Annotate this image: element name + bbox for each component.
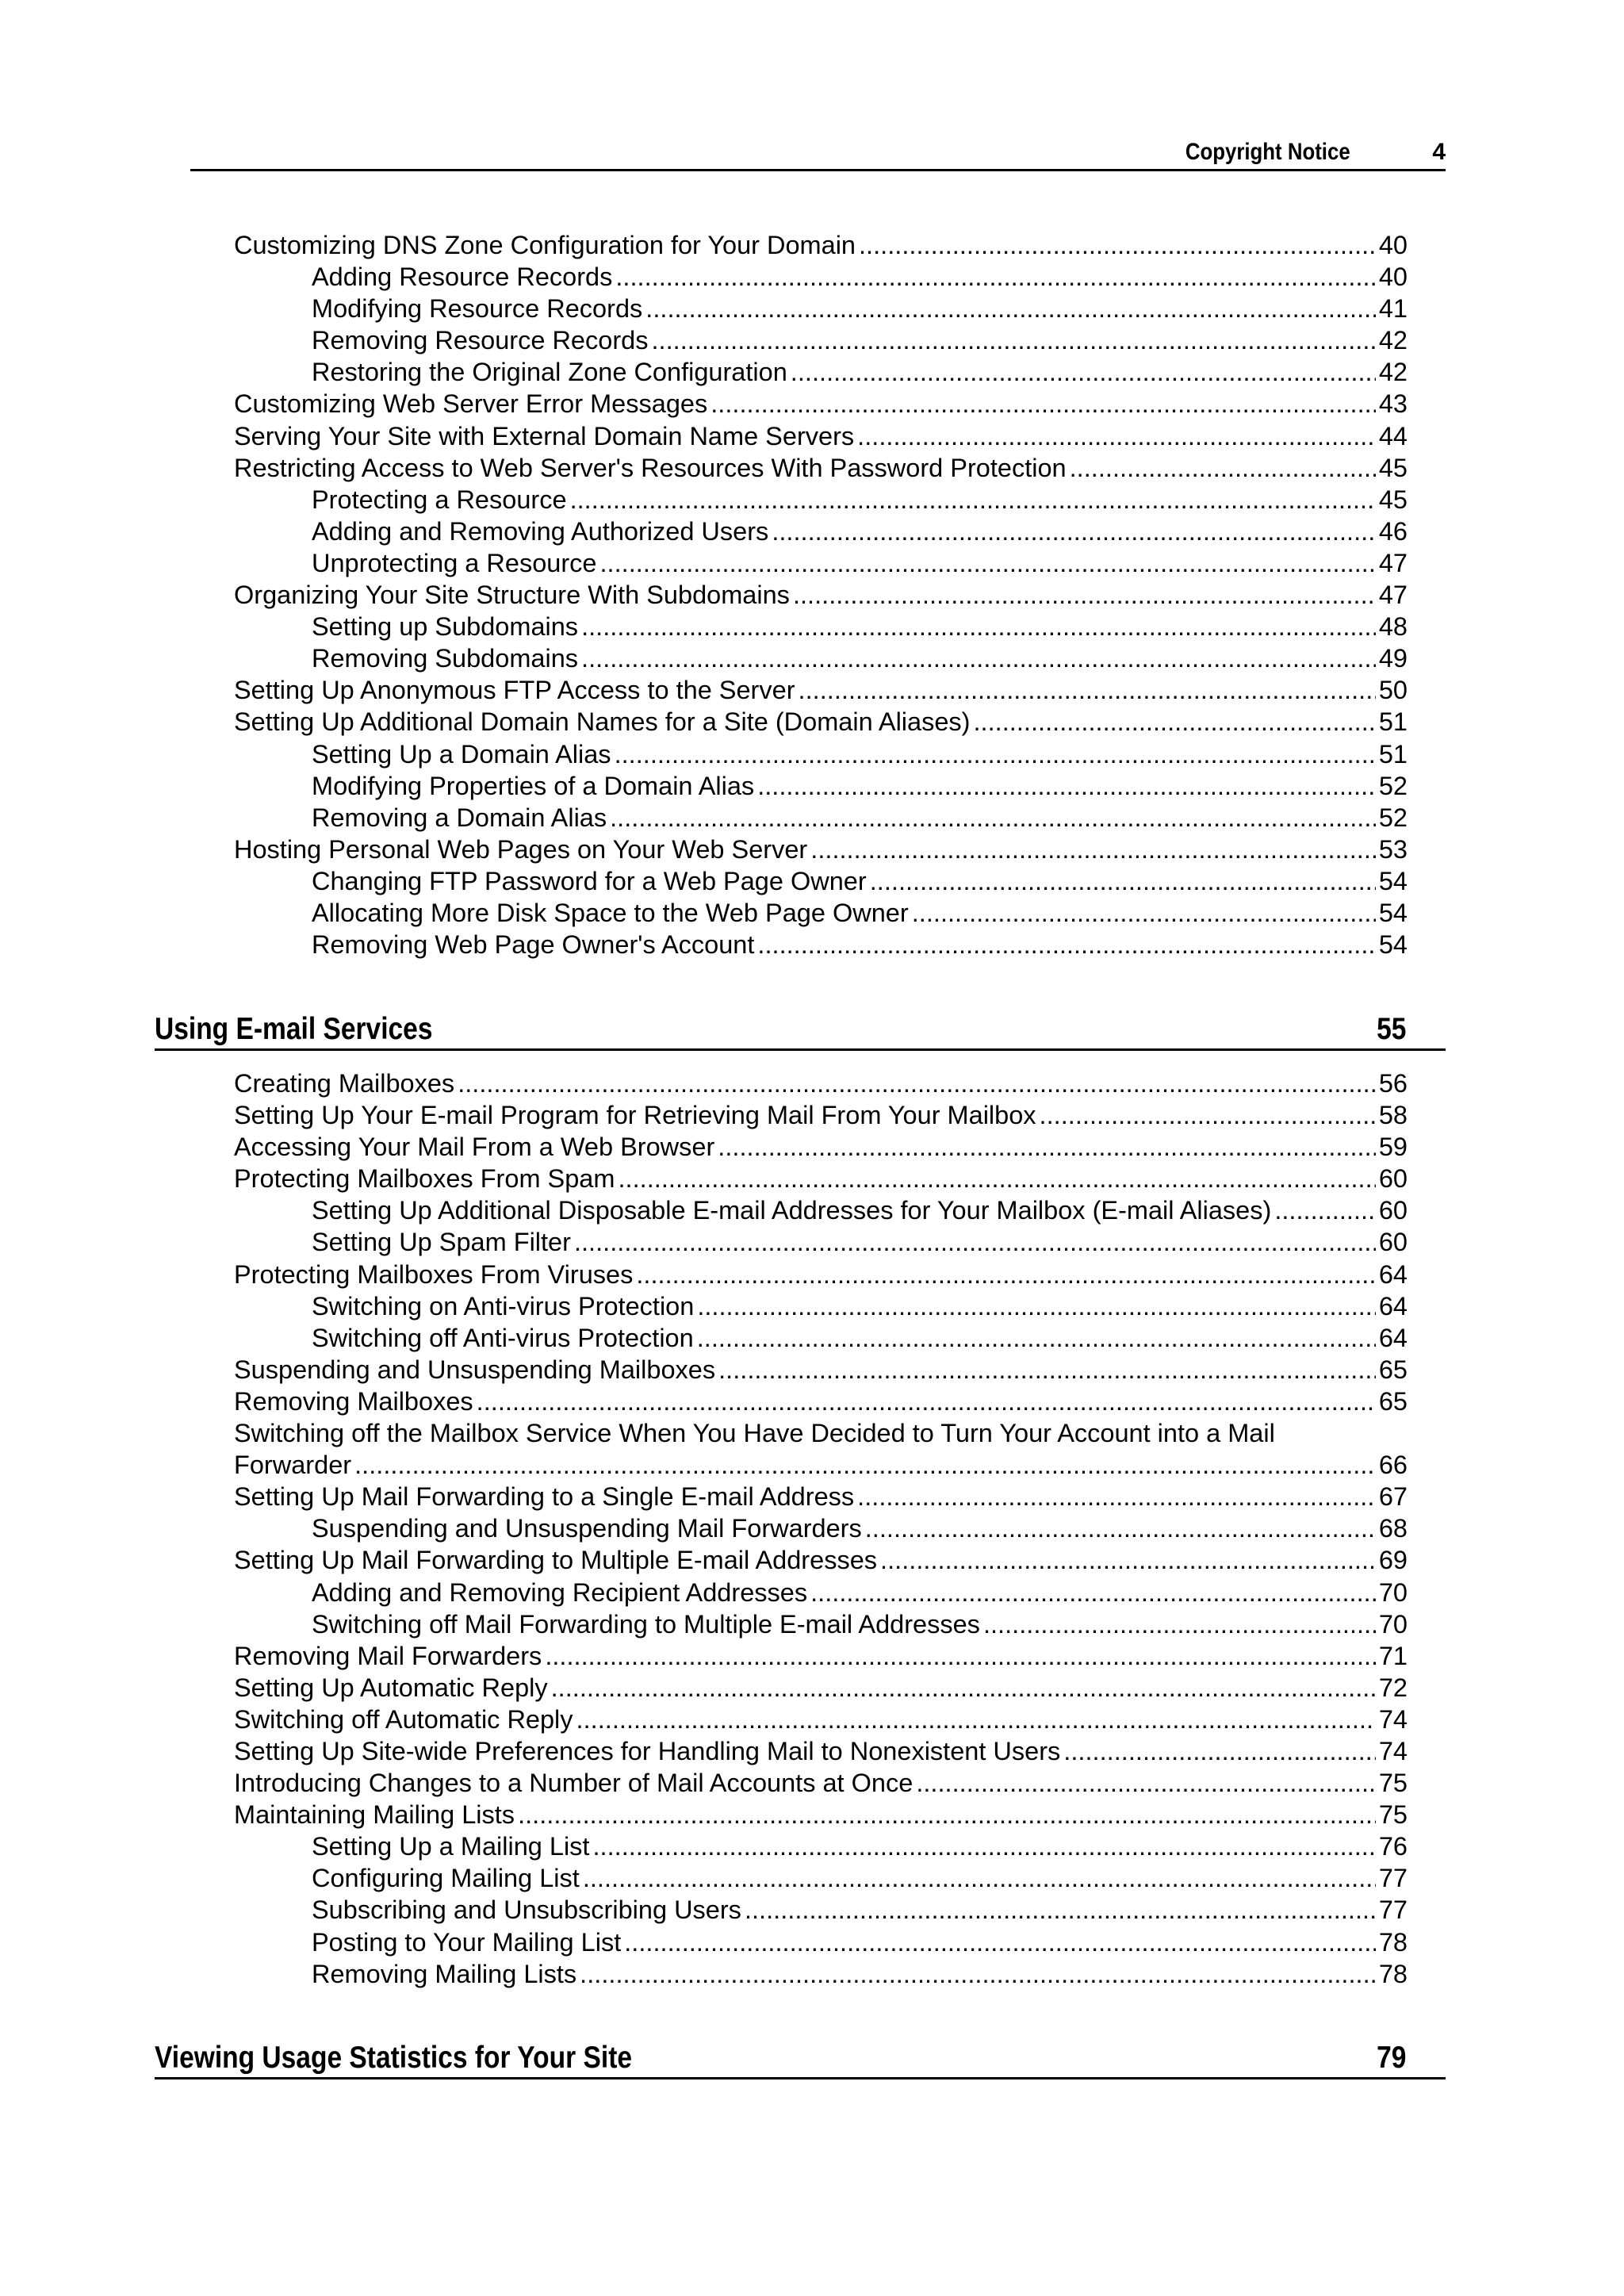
running-header-page-number: 4 — [1432, 139, 1446, 165]
toc-entry-title: Allocating More Disk Space to the Web Page Owner — [312, 898, 909, 927]
toc-dot-leader — [791, 356, 1376, 388]
toc-dot-leader — [793, 579, 1376, 611]
toc-entry[interactable] — [234, 261, 1408, 293]
toc-dot-leader — [636, 1259, 1376, 1290]
toc-entry[interactable] — [234, 1163, 1408, 1194]
toc-entry[interactable] — [234, 1704, 1408, 1735]
toc-dot-leader — [645, 293, 1376, 324]
toc-dot-leader — [651, 324, 1375, 356]
toc-entry-page: 42 — [1378, 326, 1408, 355]
toc-entry-title: Protecting Mailboxes From Spam — [234, 1164, 615, 1194]
toc-entry-page: 47 — [1378, 548, 1408, 577]
toc-entry-page: 60 — [1378, 1196, 1408, 1225]
section-heading-usage-statistics[interactable] — [155, 2040, 1446, 2079]
toc-entry-page: 77 — [1378, 1895, 1408, 1925]
toc-entry-page: 53 — [1378, 834, 1408, 864]
toc-dot-leader — [697, 1290, 1376, 1322]
toc-dot-leader — [618, 1163, 1375, 1194]
toc-entry-page: 51 — [1378, 739, 1408, 769]
toc-entry[interactable] — [234, 1544, 1408, 1576]
toc-dot-leader — [458, 1068, 1376, 1099]
toc-entry-page: 72 — [1378, 1673, 1408, 1702]
toc-dot-leader — [1040, 1099, 1376, 1131]
toc-entry[interactable] — [234, 897, 1408, 929]
toc-entry[interactable] — [234, 229, 1408, 261]
toc-dot-leader — [865, 1512, 1376, 1544]
toc-entry[interactable] — [234, 1608, 1408, 1640]
toc-entry-page: 50 — [1378, 676, 1408, 705]
toc-entry-page: 75 — [1378, 1769, 1408, 1798]
toc-dot-leader — [757, 770, 1376, 802]
toc-entry[interactable] — [234, 579, 1408, 611]
toc-entry-title: Accessing Your Mail From a Web Browser — [234, 1133, 715, 1162]
toc-entry-page: 49 — [1378, 644, 1408, 673]
toc-entry[interactable] — [234, 1767, 1408, 1799]
toc-dot-leader — [912, 897, 1376, 929]
toc-entry[interactable] — [234, 770, 1408, 802]
toc-entry-title: Setting Up a Domain Alias — [312, 739, 611, 769]
toc-entry-title: Creating Mailboxes — [234, 1069, 455, 1098]
toc-dot-leader — [592, 1830, 1375, 1862]
toc-dot-leader — [974, 706, 1376, 738]
toc-dot-leader — [624, 1926, 1376, 1958]
toc-entry-page: 70 — [1378, 1577, 1408, 1607]
toc-entry-page: 78 — [1378, 1959, 1408, 1988]
toc-dot-leader — [610, 802, 1376, 834]
toc-dot-leader — [718, 1354, 1376, 1386]
toc-dot-leader — [1070, 452, 1376, 484]
toc-dot-leader — [600, 547, 1376, 579]
toc-dot-leader — [576, 1704, 1376, 1735]
toc-entry-page: 58 — [1378, 1101, 1408, 1130]
toc-entry-page: 64 — [1378, 1259, 1408, 1289]
running-header-title: Copyright Notice — [1185, 139, 1350, 165]
toc-dot-leader — [757, 929, 1375, 960]
toc-entry[interactable] — [234, 356, 1408, 388]
toc-entry[interactable] — [234, 1672, 1408, 1704]
toc-dot-leader — [581, 611, 1376, 642]
toc-dot-leader — [570, 484, 1376, 516]
toc-entry-title: Switching on Anti-virus Protection — [312, 1291, 695, 1320]
toc-entry-title: Switching off Automatic Reply — [234, 1704, 573, 1734]
toc-dot-leader — [880, 1544, 1376, 1576]
section-heading-email[interactable] — [155, 1011, 1446, 1051]
toc-entry-title: Setting Up Spam Filter — [312, 1228, 571, 1257]
toc-entry[interactable] — [234, 674, 1408, 706]
toc-entry-page: 44 — [1378, 421, 1408, 450]
toc-entry-page: 59 — [1378, 1133, 1408, 1162]
toc-entry-title: Removing a Domain Alias — [312, 803, 607, 832]
toc-entry[interactable] — [234, 1322, 1408, 1354]
toc-entry-page: 45 — [1378, 485, 1408, 514]
toc-entry-page: 75 — [1378, 1800, 1408, 1830]
toc-entry-title: Setting Up Your E-mail Program for Retrieving Mail From Your Mailbox — [234, 1101, 1036, 1130]
toc-entry-title: Modifying Resource Records — [312, 294, 643, 324]
toc-entry[interactable] — [234, 452, 1408, 484]
toc-entry-title: Hosting Personal Web Pages on Your Web Server — [234, 834, 808, 864]
toc-entry-page: 78 — [1378, 1927, 1408, 1957]
toc-entry-title: Unprotecting a Resource — [312, 548, 597, 577]
toc-entry-page: 40 — [1378, 263, 1408, 292]
toc-entry[interactable] — [234, 1259, 1408, 1290]
toc-entry-title: Organizing Your Site Structure With Subdomains — [234, 581, 790, 610]
toc-entry-title: Removing Web Page Owner's Account — [312, 930, 755, 960]
toc-entry-title: Setting Up Mail Forwarding to Multiple E-mail Addresses — [234, 1546, 878, 1575]
toc-entry-title: Adding and Removing Authorized Users — [312, 516, 769, 546]
toc-entry-page: 67 — [1378, 1482, 1408, 1512]
toc-entry[interactable] — [234, 706, 1408, 738]
toc-entry-title: Removing Mailboxes — [234, 1386, 473, 1416]
toc-dot-leader — [580, 1958, 1376, 1990]
toc-entry-title: Switching off Mail Forwarding to Multiple E-mail Addresses — [312, 1609, 980, 1639]
toc-entry-page: 51 — [1378, 707, 1408, 737]
toc-entry-title: Customizing DNS Zone Configuration for Your Domain — [234, 231, 856, 259]
toc-entry-page: 40 — [1378, 231, 1408, 259]
toc-group-email-services — [234, 1068, 1408, 1990]
toc-entry-page: 41 — [1378, 294, 1408, 324]
toc-entry-page: 56 — [1378, 1069, 1408, 1098]
toc-dot-leader — [581, 642, 1376, 674]
toc-entry-page: 60 — [1378, 1228, 1408, 1257]
toc-entry-title: Serving Your Site with External Domain Name Servers — [234, 421, 855, 450]
toc-entry-title: Removing Resource Records — [312, 326, 649, 355]
toc-entry-page: 47 — [1378, 581, 1408, 610]
toc-entry-title: Setting up Subdomains — [312, 612, 579, 642]
toc-entry-title: Changing FTP Password for a Web Page Owner — [312, 866, 867, 895]
toc-entry-page: 42 — [1378, 358, 1408, 387]
toc-entry-title: Setting Up Automatic Reply — [234, 1673, 548, 1702]
toc-entry-title: Suspending and Unsuspending Mailboxes — [234, 1355, 716, 1384]
toc-entry-page: 70 — [1378, 1609, 1408, 1639]
running-header — [190, 136, 1446, 171]
toc-entry-title: Suspending and Unsuspending Mail Forwarders — [312, 1514, 862, 1543]
toc-entry-title: Removing Subdomains — [312, 644, 579, 673]
toc-entry[interactable] — [234, 1958, 1408, 1990]
toc-entry[interactable] — [234, 865, 1408, 897]
toc-entry[interactable] — [234, 388, 1408, 420]
toc-entry[interactable] — [234, 834, 1408, 865]
toc-entry[interactable] — [234, 1894, 1408, 1926]
toc-entry-title: Modifying Properties of a Domain Alias — [312, 771, 755, 800]
toc-entry-title: Setting Up Additional Disposable E-mail Addresses for Your Mailbox (E-mail Aliases) — [312, 1196, 1272, 1225]
toc-entry-page: 43 — [1378, 389, 1408, 419]
toc-dot-leader — [799, 674, 1376, 706]
toc-dot-leader — [810, 1577, 1376, 1608]
toc-entry-page: 54 — [1378, 866, 1408, 895]
toc-dot-leader — [983, 1608, 1376, 1640]
toc-dot-leader — [857, 420, 1376, 452]
toc-entry-page: 54 — [1378, 898, 1408, 927]
toc-entry[interactable] — [234, 1862, 1408, 1894]
toc-dot-leader — [545, 1640, 1376, 1672]
toc-entry[interactable] — [234, 420, 1408, 452]
toc-entry[interactable] — [234, 1290, 1408, 1322]
toc-entry-page: 76 — [1378, 1832, 1408, 1861]
toc-entry[interactable] — [234, 1386, 1408, 1417]
toc-entry-page: 52 — [1378, 771, 1408, 800]
toc-dot-leader — [697, 1322, 1376, 1354]
toc-entry[interactable] — [234, 1131, 1408, 1163]
toc-entry[interactable] — [234, 1926, 1408, 1958]
toc-entry-title: Setting Up Mail Forwarding to a Single E-mail Address — [234, 1482, 855, 1512]
toc-dot-leader — [916, 1767, 1376, 1799]
section-heading-title: Viewing Usage Statistics for Your Site — [155, 2041, 633, 2075]
toc-entry[interactable] — [234, 1512, 1408, 1544]
toc-entry[interactable] — [234, 1354, 1408, 1386]
toc-entry-page: 66 — [1378, 1451, 1408, 1480]
toc-entry-page: 64 — [1378, 1291, 1408, 1320]
toc-entry-title: Setting Up Site-wide Preferences for Handling Mail to Nonexistent Users — [234, 1736, 1061, 1765]
toc-entry-wrapped-line[interactable]: Switching off the Mailbox Service When You Have Decided to Turn Your Account into a Mail — [234, 1419, 1275, 1448]
toc-entry-title: Customizing Web Server Error Messages — [234, 389, 708, 419]
toc-entry[interactable] — [234, 484, 1408, 516]
toc-entry-page: 69 — [1378, 1546, 1408, 1575]
toc-entry-title: Setting Up Anonymous FTP Access to the Server — [234, 676, 795, 705]
toc-entry-page: 54 — [1378, 930, 1408, 960]
toc-entry-page: 71 — [1378, 1641, 1408, 1670]
toc-dot-leader — [1063, 1735, 1376, 1767]
toc-entry-page: 64 — [1378, 1323, 1408, 1352]
toc-entry-page: 45 — [1378, 453, 1408, 482]
toc-dot-leader — [518, 1799, 1376, 1830]
toc-entry[interactable] — [234, 324, 1408, 356]
toc-dot-leader — [354, 1449, 1376, 1481]
toc-entry-title: Adding Resource Records — [312, 263, 613, 292]
section-heading-page: 55 — [1376, 1012, 1406, 1046]
toc-dot-leader — [615, 261, 1375, 293]
toc-dot-leader — [870, 865, 1376, 897]
toc-dot-leader — [583, 1862, 1376, 1894]
toc-entry[interactable] — [234, 611, 1408, 642]
toc-dot-leader — [551, 1672, 1376, 1704]
toc-dot-leader — [857, 1481, 1376, 1512]
toc-entry[interactable] — [234, 1577, 1408, 1608]
toc-entry-page: 65 — [1378, 1386, 1408, 1416]
toc-entry[interactable] — [234, 1099, 1408, 1131]
toc-entry-title: Introducing Changes to a Number of Mail Accounts at Once — [234, 1769, 914, 1798]
toc-entry[interactable] — [234, 547, 1408, 579]
toc-entry-page: 65 — [1378, 1355, 1408, 1384]
toc-dot-leader — [615, 738, 1376, 770]
toc-dot-leader — [1274, 1194, 1376, 1226]
toc-entry[interactable] — [234, 1640, 1408, 1672]
toc-entry-title: Configuring Mailing List — [312, 1864, 580, 1893]
toc-entry-title: Setting Up a Mailing List — [312, 1832, 590, 1861]
toc-entry-title: Restricting Access to Web Server's Resources With Password Protection — [234, 453, 1067, 482]
toc-entry-title: Switching off Anti-virus Protection — [312, 1323, 694, 1352]
toc-dot-leader — [772, 516, 1376, 547]
toc-entry[interactable] — [234, 1735, 1408, 1767]
section-heading-title: Using E-mail Services — [155, 1012, 433, 1046]
toc-group-web-services — [234, 229, 1408, 960]
toc-dot-leader — [810, 834, 1376, 865]
toc-entry[interactable] — [234, 738, 1408, 770]
toc-dot-leader — [574, 1226, 1376, 1258]
toc-dot-leader — [859, 229, 1376, 261]
toc-dot-leader — [745, 1894, 1376, 1926]
toc-entry-page: 74 — [1378, 1736, 1408, 1765]
toc-entry[interactable] — [234, 1830, 1408, 1862]
toc-entry-title: Removing Mailing Lists — [312, 1959, 577, 1988]
toc-entry-title: Maintaining Mailing Lists — [234, 1800, 515, 1830]
toc-entry[interactable] — [234, 929, 1408, 960]
toc-entry[interactable] — [234, 1068, 1408, 1099]
toc-entry-page: 77 — [1378, 1864, 1408, 1893]
toc-dot-leader — [718, 1131, 1376, 1163]
toc-entry[interactable] — [234, 1449, 1408, 1481]
toc-entry-title: Setting Up Additional Domain Names for a Site (Domain Aliases) — [234, 707, 971, 737]
toc-entry-title: Subscribing and Unsubscribing Users — [312, 1895, 741, 1925]
toc-entry[interactable] — [234, 802, 1408, 834]
toc-entry-title: Removing Mail Forwarders — [234, 1641, 542, 1670]
toc-entry[interactable] — [234, 642, 1408, 674]
toc-entry-page: 52 — [1378, 803, 1408, 832]
toc-entry-title: Posting to Your Mailing List — [312, 1927, 622, 1957]
toc-dot-leader — [477, 1386, 1376, 1417]
toc-entry[interactable] — [234, 293, 1408, 324]
toc-entry-title: Protecting Mailboxes From Viruses — [234, 1259, 634, 1289]
toc-entry-page: 48 — [1378, 612, 1408, 642]
toc-entry[interactable] — [234, 1481, 1408, 1512]
toc-entry-title: Adding and Removing Recipient Addresses — [312, 1577, 808, 1607]
toc-entry[interactable] — [234, 1799, 1408, 1830]
toc-dot-leader — [710, 388, 1376, 420]
toc-entry[interactable] — [234, 1194, 1408, 1226]
toc-entry[interactable] — [234, 1226, 1408, 1258]
toc-entry[interactable] — [234, 516, 1408, 547]
toc-entry-title: Forwarder — [234, 1451, 352, 1480]
toc-entry-page: 60 — [1378, 1164, 1408, 1194]
toc-entry-title: Restoring the Original Zone Configuration — [312, 358, 787, 387]
section-heading-page: 79 — [1376, 2041, 1406, 2075]
toc-entry-page: 74 — [1378, 1704, 1408, 1734]
toc-entry-page: 46 — [1378, 516, 1408, 546]
toc-entry-page: 68 — [1378, 1514, 1408, 1543]
toc-entry-title: Protecting a Resource — [312, 485, 567, 514]
